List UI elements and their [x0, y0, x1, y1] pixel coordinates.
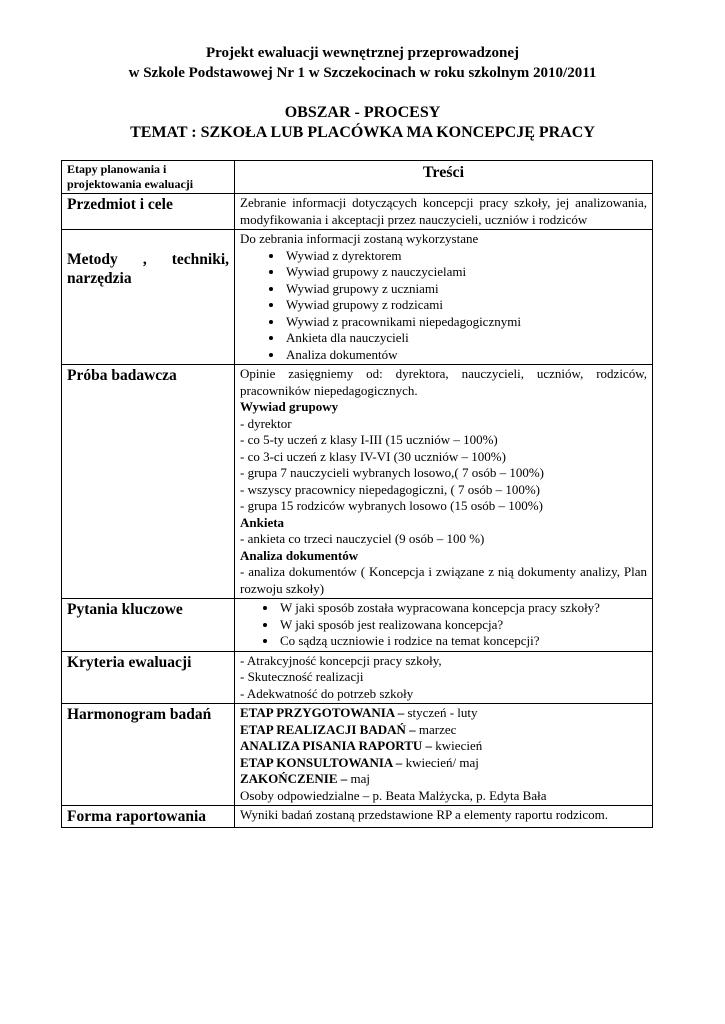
list-item: • Wywiad z dyrektorem: [284, 248, 647, 265]
stage-name: ANALIZA PISANIA RAPORTU –: [240, 738, 433, 753]
proba-analiza-item: - analiza dokumentów ( Koncepcja i związane z nią dokumenty analizy, Plan rozwoju szkoły): [240, 564, 647, 596]
row-label-przedmiot: Przedmiot i cele: [67, 196, 173, 213]
row-label-proba: Próba badawcza: [67, 367, 177, 384]
table-row-forma: [62, 806, 653, 828]
table-row-proba: [62, 365, 653, 599]
header-stages-line1: Etapy planowania i: [67, 162, 167, 176]
metody-intro: Do zebrania informacji zostaną wykorzystane: [240, 231, 479, 246]
table-header-row: [62, 161, 653, 194]
row-label-metody-line2: narzędzia: [67, 270, 132, 287]
proba-analiza-heading: Analiza dokumentów: [240, 547, 359, 563]
list-item: [240, 705, 647, 722]
list-item: - grupa 7 nauczycieli wybranych losowo,( 7 osób – 100%): [240, 465, 544, 480]
list-item: • Co sądzą uczniowie i rodzice na temat koncepcji?: [278, 633, 647, 650]
stage-time: maj: [347, 771, 371, 786]
list-item: - co 3-ci uczeń z klasy IV-VI (30 uczniów – 100%): [240, 448, 506, 464]
list-item: - grupa 15 rodziców wybranych losowo (15 osób – 100%): [240, 498, 543, 513]
stage-time: kwiecień/ maj: [402, 754, 479, 770]
row-label-kryteria: Kryteria ewaluacji: [67, 653, 192, 671]
list-item: • Wywiad z pracownikami niepedagogicznymi: [284, 314, 647, 331]
metody-list: [240, 248, 647, 364]
forma-text: Wyniki badań zostaną przedstawione RP a elementy raportu rodzicom.: [235, 806, 653, 828]
proba-ankieta-heading: Ankieta: [240, 514, 285, 530]
table-row-kryteria: [62, 651, 653, 704]
header-stages-cell: [62, 161, 235, 194]
stage-name: ETAP PRZYGOTOWANIA –: [240, 705, 405, 720]
list-item: • Analiza dokumentów: [284, 347, 647, 364]
document-title-line2: w Szkole Podstawowej Nr 1 w Szczekocinach w roku szkolnym 2010/2011: [128, 65, 597, 81]
list-item: [240, 722, 647, 739]
list-item: [240, 755, 647, 772]
list-item: • W jaki sposób jest realizowana koncepcja?: [278, 617, 647, 634]
row-label-forma: Forma raportowania: [67, 808, 207, 825]
header-content-label: Treści: [422, 164, 465, 181]
area-heading: OBSZAR - PROCESY: [284, 104, 441, 121]
table-row-metody: [62, 230, 653, 365]
list-item: • Ankieta dla nauczycieli: [284, 330, 647, 347]
list-item: - wszyscy pracownicy niepedagogiczni, ( 7 osób – 100%): [240, 481, 540, 497]
document-title-line1: Projekt ewaluacji wewnętrznej przeprowadzonej: [205, 45, 520, 61]
proba-wywiad-heading: Wywiad grupowy: [240, 399, 339, 414]
table-row-przedmiot: [62, 194, 653, 230]
list-item: - dyrektor: [240, 415, 292, 431]
row-label-pytania: Pytania kluczowe: [67, 601, 183, 618]
proba-ankieta-item: - ankieta co trzeci nauczyciel (9 osób – 100 %): [240, 531, 485, 546]
list-item: • W jaki sposób została wypracowana koncepcja pracy szkoły?: [278, 600, 647, 617]
table-row-pytania: [62, 599, 653, 652]
list-item: • Wywiad grupowy z nauczycielami: [284, 264, 647, 281]
list-item: - Skuteczność realizacji: [240, 669, 364, 684]
list-item: • Wywiad grupowy z rodzicami: [284, 297, 647, 314]
evaluation-table: [61, 160, 653, 828]
list-item: • Wywiad grupowy z uczniami: [284, 281, 647, 298]
row-label-metody-line1: Metody , techniki,: [67, 251, 229, 268]
list-item: [240, 771, 647, 788]
stage-name: ZAKOŃCZENIE –: [240, 771, 348, 786]
list-item: - Atrakcyjność koncepcji pracy szkoły,: [240, 652, 442, 668]
header-content-cell: [235, 161, 653, 194]
list-item: [240, 738, 647, 755]
list-item: - co 5-ty uczeń z klasy I-III (15 uczniów – 100%): [240, 432, 498, 447]
topic-heading: TEMAT : SZKOŁA LUB PLACÓWKA MA KONCEPCJĘ PRACY: [130, 124, 595, 141]
header-stages-line2: projektowania ewaluacji: [67, 177, 194, 191]
list-item: - Adekwatność do potrzeb szkoły: [240, 685, 414, 701]
przedmiot-text: Zebranie informacji dotyczących koncepcji pracy szkoły, jej analizowania, modyfikowania i akceptacji przez nauczycieli, uczniów i rodziców: [235, 194, 653, 230]
row-label-harmonogram: Harmonogram badań: [67, 706, 212, 723]
stage-name: ETAP KONSULTOWANIA –: [240, 754, 403, 770]
stage-time: marzec: [415, 721, 457, 737]
stage-name: ETAP REALIZACJI BADAŃ –: [240, 721, 416, 737]
proba-intro: Opinie zasięgniemy od: dyrektora, nauczycieli, uczniów, rodziców, pracowników niepedagogicznych.: [240, 366, 647, 398]
stage-time: styczeń - luty: [404, 705, 478, 720]
pytania-list: [240, 600, 647, 650]
harmonogram-responsible: Osoby odpowiedzialne – p. Beata Malżycka, p. Edyta Bała: [240, 787, 547, 803]
stage-time: kwiecień: [432, 738, 483, 753]
table-row-harmonogram: [62, 704, 653, 806]
